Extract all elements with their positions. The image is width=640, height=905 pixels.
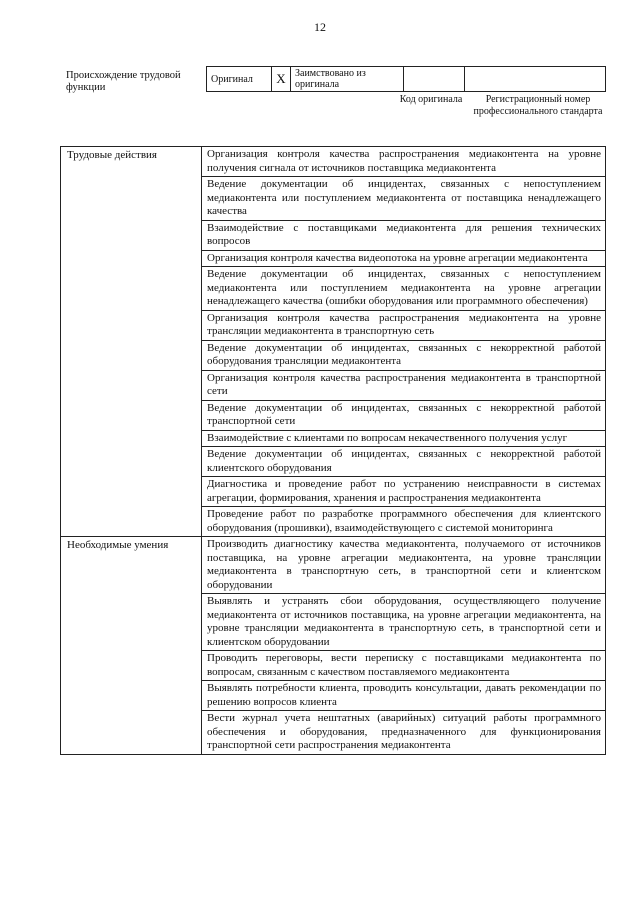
row-text: Ведение документации об инцидентах, связанных с непоступлением медиаконтента или поступлением медиаконтента от поставщика ненадлежащего качества: [202, 177, 606, 221]
code-cell: [404, 67, 465, 92]
origin-label: Происхождение трудовой функции: [66, 70, 181, 93]
table-row: [61, 147, 606, 177]
row-text: Диагностика и проведение работ по устранению неисправности в системах агрегации, формирования, хранения и распространения медиаконтента: [202, 477, 606, 507]
row-text: Ведение документации об инцидентах, связанных с непоступлением медиаконтента или поступлением медиаконтента на уровне агрегации ненадлежащего качества (ошибки оборудования или программного обеспечения): [202, 267, 606, 311]
row-text: Выявлять потребности клиента, проводить консультации, давать рекомендации по решению вопросов клиента: [202, 681, 606, 711]
page-number: 12: [314, 20, 326, 34]
row-text: Организация контроля качества распространения медиаконтента в транспортной сети: [202, 370, 606, 400]
section-title: Необходимые умения: [61, 537, 202, 755]
borrowed-label: Заимствовано из оригинала: [291, 67, 404, 92]
row-text: Организация контроля качества распространения медиаконтента на уровне получения сигнала от источников поставщика медиаконтента: [202, 147, 606, 177]
original-mark: X: [272, 67, 291, 92]
row-text: Ведение документации об инцидентах, связанных с некорректной работой клиентского оборудования: [202, 447, 606, 477]
table-row: [61, 537, 606, 594]
row-text: Выявлять и устранять сбои оборудования, осуществляющего получение медиаконтента от источников поставщика, на уровне агрегации медиаконтента, на уровне трансляции медиаконтента в транспортную сеть, в транспортной сети и клиентском оборудовании: [202, 594, 606, 651]
origin-table: [206, 66, 606, 92]
labor-function-table: [60, 146, 606, 755]
section-title: Трудовые действия: [61, 147, 202, 537]
row-text: Организация контроля качества видеопотока на уровне агрегации медиаконтента: [202, 250, 606, 267]
row-text: Взаимодействие с поставщиками медиаконтента для решения технических вопросов: [202, 220, 606, 250]
code-label: Код оригинала: [399, 94, 463, 105]
row-text: Взаимодействие с клиентами по вопросам некачественного получения услуг: [202, 430, 606, 447]
row-text: Проведение работ по разработке программного обеспечения для клиентского оборудования (прошивки), взаимодействующего с системой мониторинга: [202, 507, 606, 537]
row-text: Производить диагностику качества медиаконтента, получаемого от источников поставщика, на уровне агрегации медиаконтента, на уровне трансляции медиаконтента в транспортную сеть, в транспортной сети и клиентском оборудовании: [202, 537, 606, 594]
row-text: Вести журнал учета нештатных (аварийных) ситуаций работы программного обеспечения и оборудования, предназначенного для функционирования транспортной сети распространения медиаконтента: [202, 711, 606, 755]
reg-number-cell: [465, 67, 606, 92]
row-text: Организация контроля качества распространения медиаконтента на уровне трансляции медиаконтента в транспортную сеть: [202, 310, 606, 340]
row-text: Проводить переговоры, вести переписку с поставщиками медиаконтента по вопросам, связанным с качеством поставляемого медиаконтента: [202, 651, 606, 681]
row-text: Ведение документации об инцидентах, связанных с некорректной работой оборудования трансляции медиаконтента: [202, 340, 606, 370]
reg-number-label: Регистрационный номер профессионального стандарта: [473, 94, 603, 117]
original-label: Оригинал: [207, 67, 272, 92]
row-text: Ведение документации об инцидентах, связанных с некорректной работой транспортной сети: [202, 400, 606, 430]
